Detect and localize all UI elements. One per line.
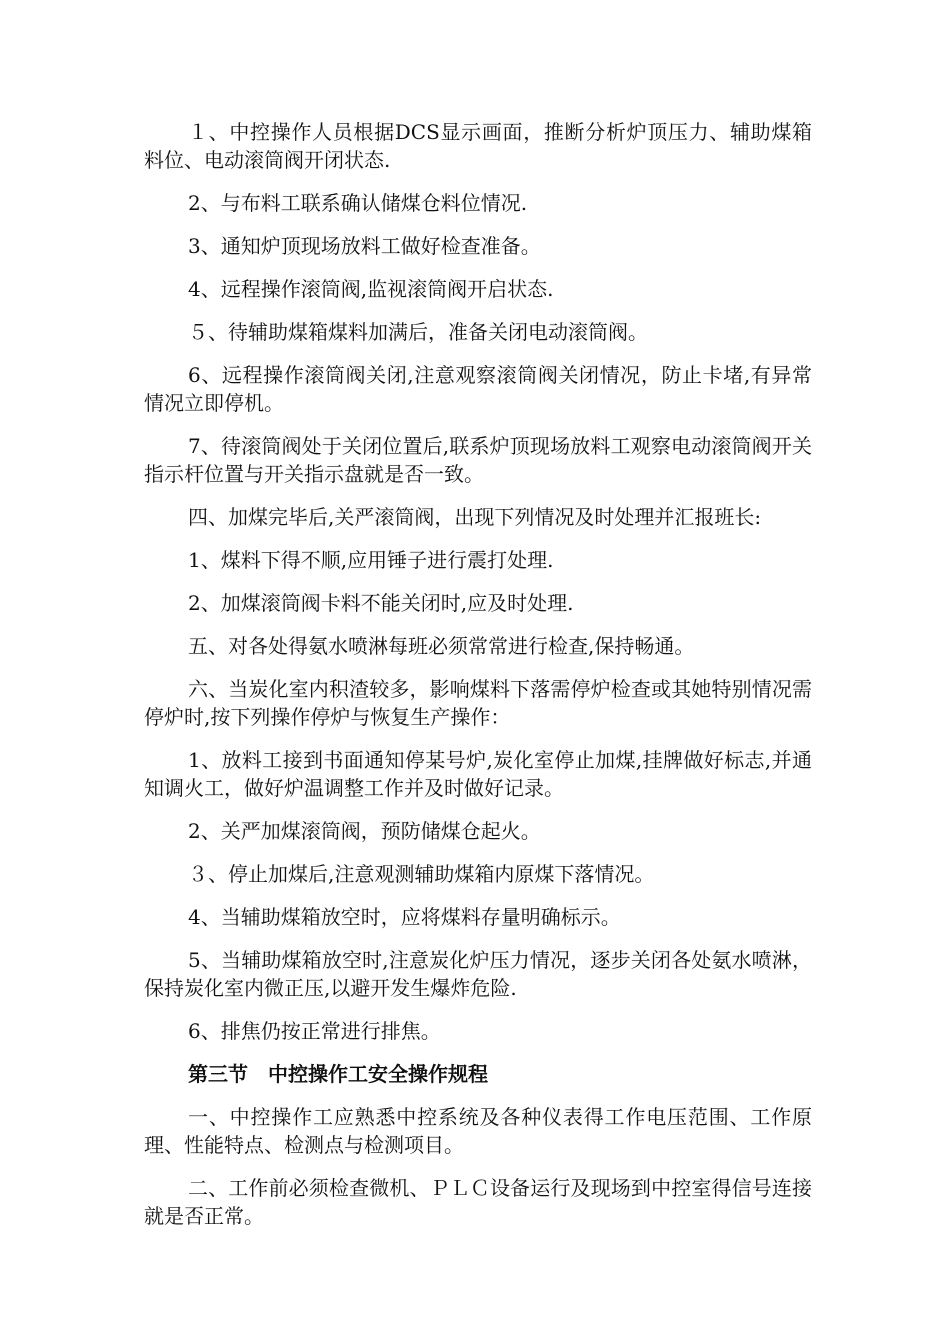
paragraph: 五、对各处得氨水喷淋每班必须常常进行检查,保持畅通。 [188,634,695,658]
paragraph: 5、当辅助煤箱放空时,注意炭化炉压力情况，逐步关闭各处氨水喷淋，保持炭化室内微正压,以避开发生爆炸危险. [144,948,812,1000]
paragraph: 四、加煤完毕后,关严滚筒阀，出现下列情况及时处理并汇报班长: [188,505,762,529]
paragraph: ３、停止加煤后,注意观测辅助煤箱内原煤下落情况。 [188,862,655,886]
paragraph: 6、排焦仍按正常进行排焦。 [188,1019,441,1043]
paragraph: 6、远程操作滚筒阀关闭,注意观察滚筒阀关闭情况，防止卡堵,有异常情况立即停机。 [144,363,812,415]
paragraph: 7、待滚筒阀处于关闭位置后,联系炉顶现场放料工观察电动滚筒阀开关指示杆位置与开关指示盘就是否一致。 [144,434,812,486]
paragraph: 一、中控操作工应熟悉中控系统及各种仪表得工作电压范围、工作原理、性能特点、检测点与检测项目。 [144,1105,812,1157]
paragraph: 2、加煤滚筒阀卡料不能关闭时,应及时处理. [188,591,574,615]
document-page [144,118,812,1245]
paragraph: ５、待辅助煤箱煤料加满后，准备关闭电动滚筒阀。 [188,320,648,344]
paragraph: 4、当辅助煤箱放空时，应将煤料存量明确标示。 [188,905,621,929]
paragraph: 2、与布料工联系确认储煤仓料位情况. [188,191,528,215]
paragraph: 1、煤料下得不顺,应用锤子进行震打处理. [188,548,554,572]
section-heading: 第三节 中控操作工安全操作规程 [188,1062,488,1086]
paragraph: 3、通知炉顶现场放料工做好检查准备。 [188,234,541,258]
paragraph: 1、放料工接到书面通知停某号炉,炭化室停止加煤,挂牌做好标志,并通知调火工，做好炉温调整工作并及时做好记录。 [144,748,812,800]
paragraph: 4、远程操作滚筒阀,监视滚筒阀开启状态. [188,277,554,301]
paragraph: １、中控操作人员根据DCS显示画面，推断分析炉顶压力、辅助煤箱料位、电动滚筒阀开闭状态. [144,120,812,172]
paragraph: 二、工作前必须检查微机、ＰＬＣ设备运行及现场到中控室得信号连接就是否正常。 [144,1176,812,1228]
paragraph: 六、当炭化室内积渣较多，影响煤料下落需停炉检查或其她特别情况需停炉时,按下列操作停炉与恢复生产操作： [144,677,812,729]
paragraph: 2、关严加煤滚筒阀，预防储煤仓起火。 [188,819,541,843]
